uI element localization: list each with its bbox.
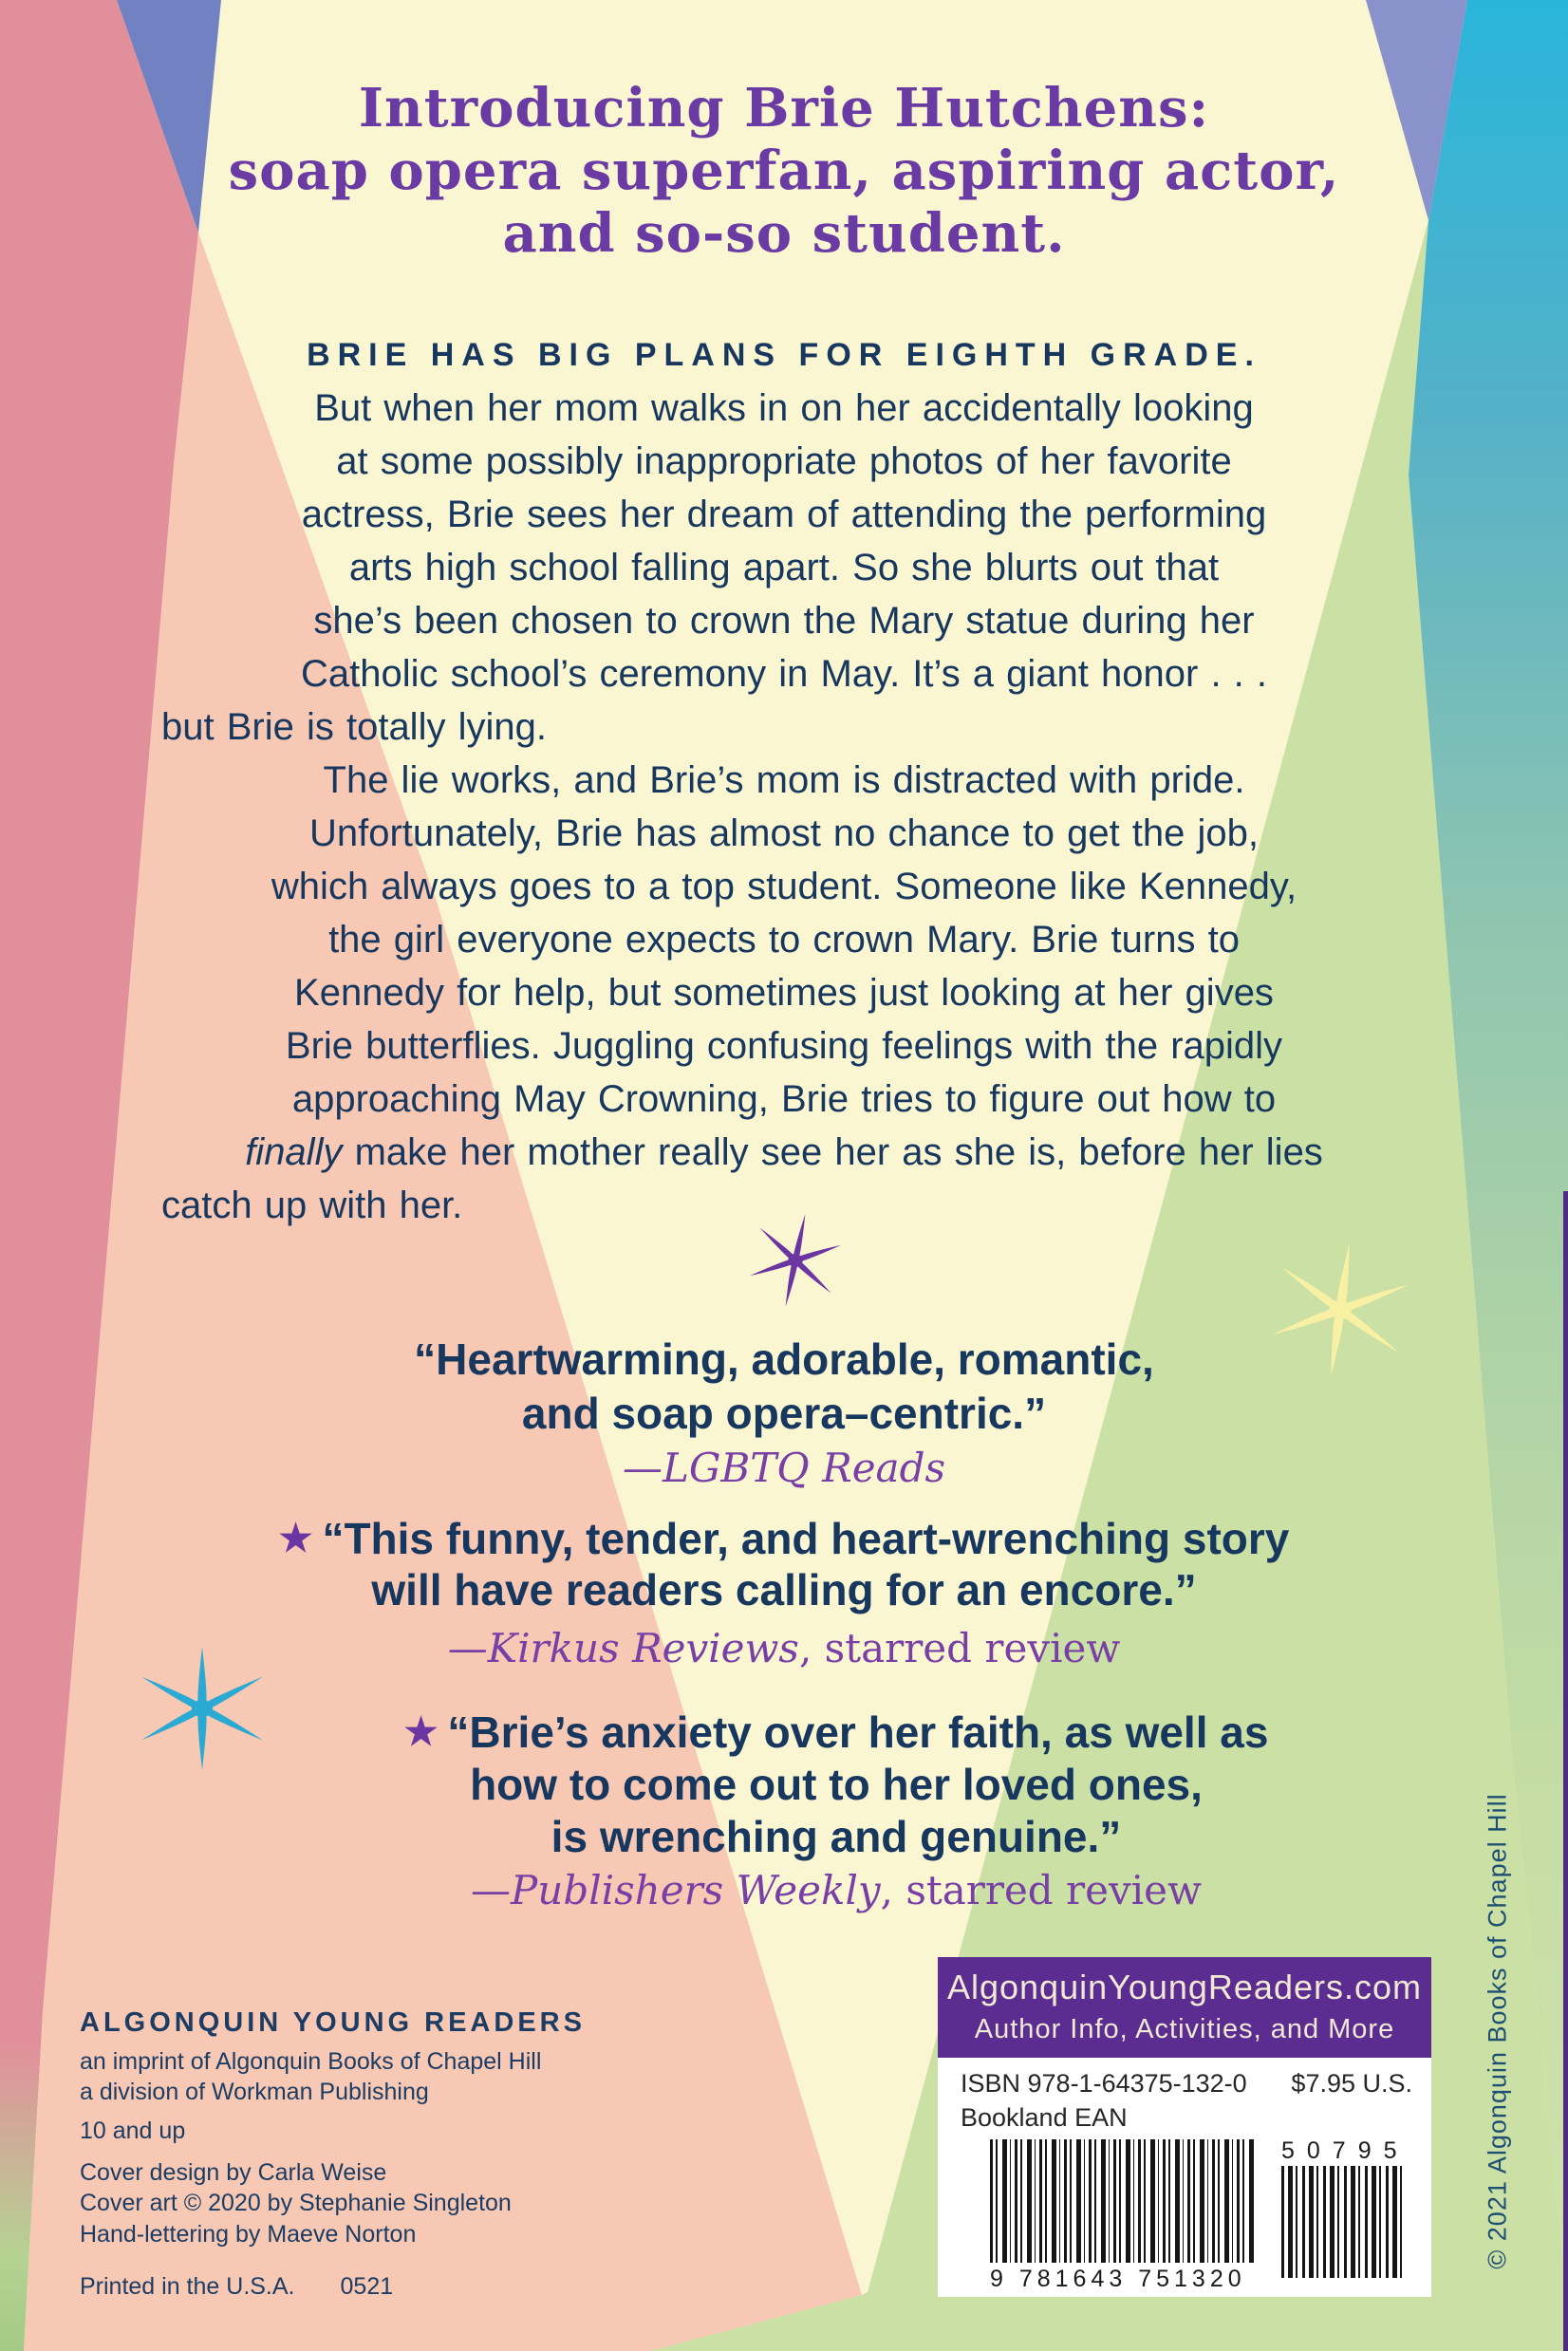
italic-word: finally: [245, 1131, 343, 1173]
synopsis-line: the girl everyone expects to crown Mary. Brie turns to: [328, 919, 1240, 961]
website-url: AlgonquinYoungReaders.com: [946, 1968, 1422, 2006]
synopsis-line: [161, 1126, 1407, 1179]
synopsis-line: arts high school falling apart. So she blurts out that: [348, 547, 1220, 588]
synopsis-line: catch up with her.: [161, 1185, 463, 1226]
review-quote-publishers-weekly: [52, 1707, 1568, 1917]
quote-line: and soap opera–centric.”: [521, 1389, 1047, 1438]
synopsis-text: [161, 382, 1407, 1232]
synopsis-line: Brie butterflies. Juggling confusing feelings with the rapidly: [285, 1025, 1283, 1067]
synopsis-line: at some possibly inappropriate photos of her favorite: [336, 440, 1232, 482]
isbn-barcode-box: [938, 2058, 1431, 2297]
isbn-row: [961, 2069, 1412, 2099]
synopsis-line: actress, Brie sees her dream of attending the performing: [301, 494, 1267, 535]
quote-attribution: [0, 1621, 1568, 1675]
quote-line: “Heartwarming, adorable, romantic,: [414, 1334, 1154, 1384]
ean-barcode: [990, 2139, 1254, 2293]
attribution-note: , starred review: [880, 1867, 1202, 1913]
barcode-digits: 9 781643 751320: [990, 2266, 1246, 2292]
quote-attribution: [52, 1863, 1568, 1917]
review-quote-kirkus: [0, 1513, 1568, 1675]
attribution-source: —Kirkus Reviews: [447, 1625, 799, 1671]
star-icon: ★: [278, 1518, 313, 1559]
synopsis-line-rest: make her mother really see her as she is, before her lies: [342, 1131, 1323, 1173]
quote-text: “Brie’s anxiety over her faith, as well as: [447, 1707, 1269, 1757]
imprint-line: a division of Workman Publishing: [80, 2079, 429, 2105]
print-code: 0521: [340, 2273, 394, 2300]
review-quote-lgbtq-reads: [0, 1333, 1568, 1495]
tagline-heading: [0, 77, 1568, 265]
credit-cover-art: Cover art © 2020 by Stephanie Singleton: [80, 2190, 512, 2216]
synopsis-header: BRIE HAS BIG PLANS FOR EIGHTH GRADE.: [307, 337, 1261, 373]
attribution-source: —LGBTQ Reads: [622, 1445, 946, 1491]
imprint-line: an imprint of Algonquin Books of Chapel Hill: [80, 2048, 542, 2075]
credit-lettering: Hand-lettering by Maeve Norton: [80, 2221, 417, 2248]
quote-text: “This funny, tender, and heart-wrenching story: [322, 1514, 1290, 1563]
quote-line: will have readers calling for an encore.”: [371, 1565, 1197, 1614]
synopsis-line: which always goes to a top student. Someone like Kennedy,: [271, 866, 1297, 907]
quote-line: how to come out to her loved ones,: [470, 1760, 1203, 1809]
supplement-digits: 50795: [1281, 2137, 1409, 2164]
website-tagline: Author Info, Activities, and More: [974, 2014, 1395, 2044]
website-box: [938, 1957, 1431, 2058]
age-range: 10 and up: [80, 2118, 186, 2144]
tagline-line: and so-so student.: [502, 202, 1066, 265]
printed-in: [80, 2272, 393, 2301]
synopsis-line: she’s been chosen to crown the Mary statue during her: [313, 600, 1255, 642]
quote-attribution: [0, 1441, 1568, 1495]
imprint-name: ALGONQUIN YOUNG READERS: [80, 2007, 586, 2038]
synopsis-line: Catholic school’s ceremony in May. It’s a giant honor . . .: [300, 653, 1268, 695]
tagline-line: Introducing Brie Hutchens:: [358, 77, 1210, 140]
price: $7.95 U.S.: [1291, 2069, 1412, 2098]
barcode-bars: [990, 2139, 1254, 2263]
synopsis-line: Unfortunately, Brie has almost no chance to get the job,: [308, 812, 1260, 854]
credit-cover-design: Cover design by Carla Weise: [80, 2159, 387, 2186]
synopsis-line: approaching May Crowning, Brie tries to figure out how to: [291, 1078, 1277, 1120]
quote-line: is wrenching and genuine.”: [551, 1812, 1122, 1861]
attribution-source: —Publishers Weekly: [471, 1867, 881, 1913]
synopsis-line: The lie works, and Brie’s mom is distracted with pride.: [323, 759, 1245, 801]
ean-supplement-barcode: [1281, 2137, 1407, 2278]
supplement-bars: [1281, 2166, 1407, 2278]
synopsis-line: But when her mom walks in on her accidentally looking: [314, 387, 1254, 429]
synopsis-line: but Brie is totally lying.: [161, 706, 547, 748]
synopsis-line: Kennedy for help, but sometimes just looking at her gives: [294, 972, 1274, 1014]
quote-line: [0, 1513, 1568, 1564]
side-copyright: © 2021 Algonquin Books of Chapel Hill: [1483, 1793, 1512, 2269]
star-icon: ★: [403, 1711, 439, 1753]
isbn-number: ISBN 978-1-64375-132-0: [961, 2069, 1247, 2098]
quote-line: [52, 1707, 1568, 1759]
tagline-line: soap opera superfan, aspiring actor,: [228, 140, 1340, 202]
printed-text: Printed in the U.S.A.: [80, 2273, 295, 2300]
attribution-note: , starred review: [798, 1625, 1121, 1671]
ean-label: Bookland EAN: [961, 2103, 1128, 2132]
